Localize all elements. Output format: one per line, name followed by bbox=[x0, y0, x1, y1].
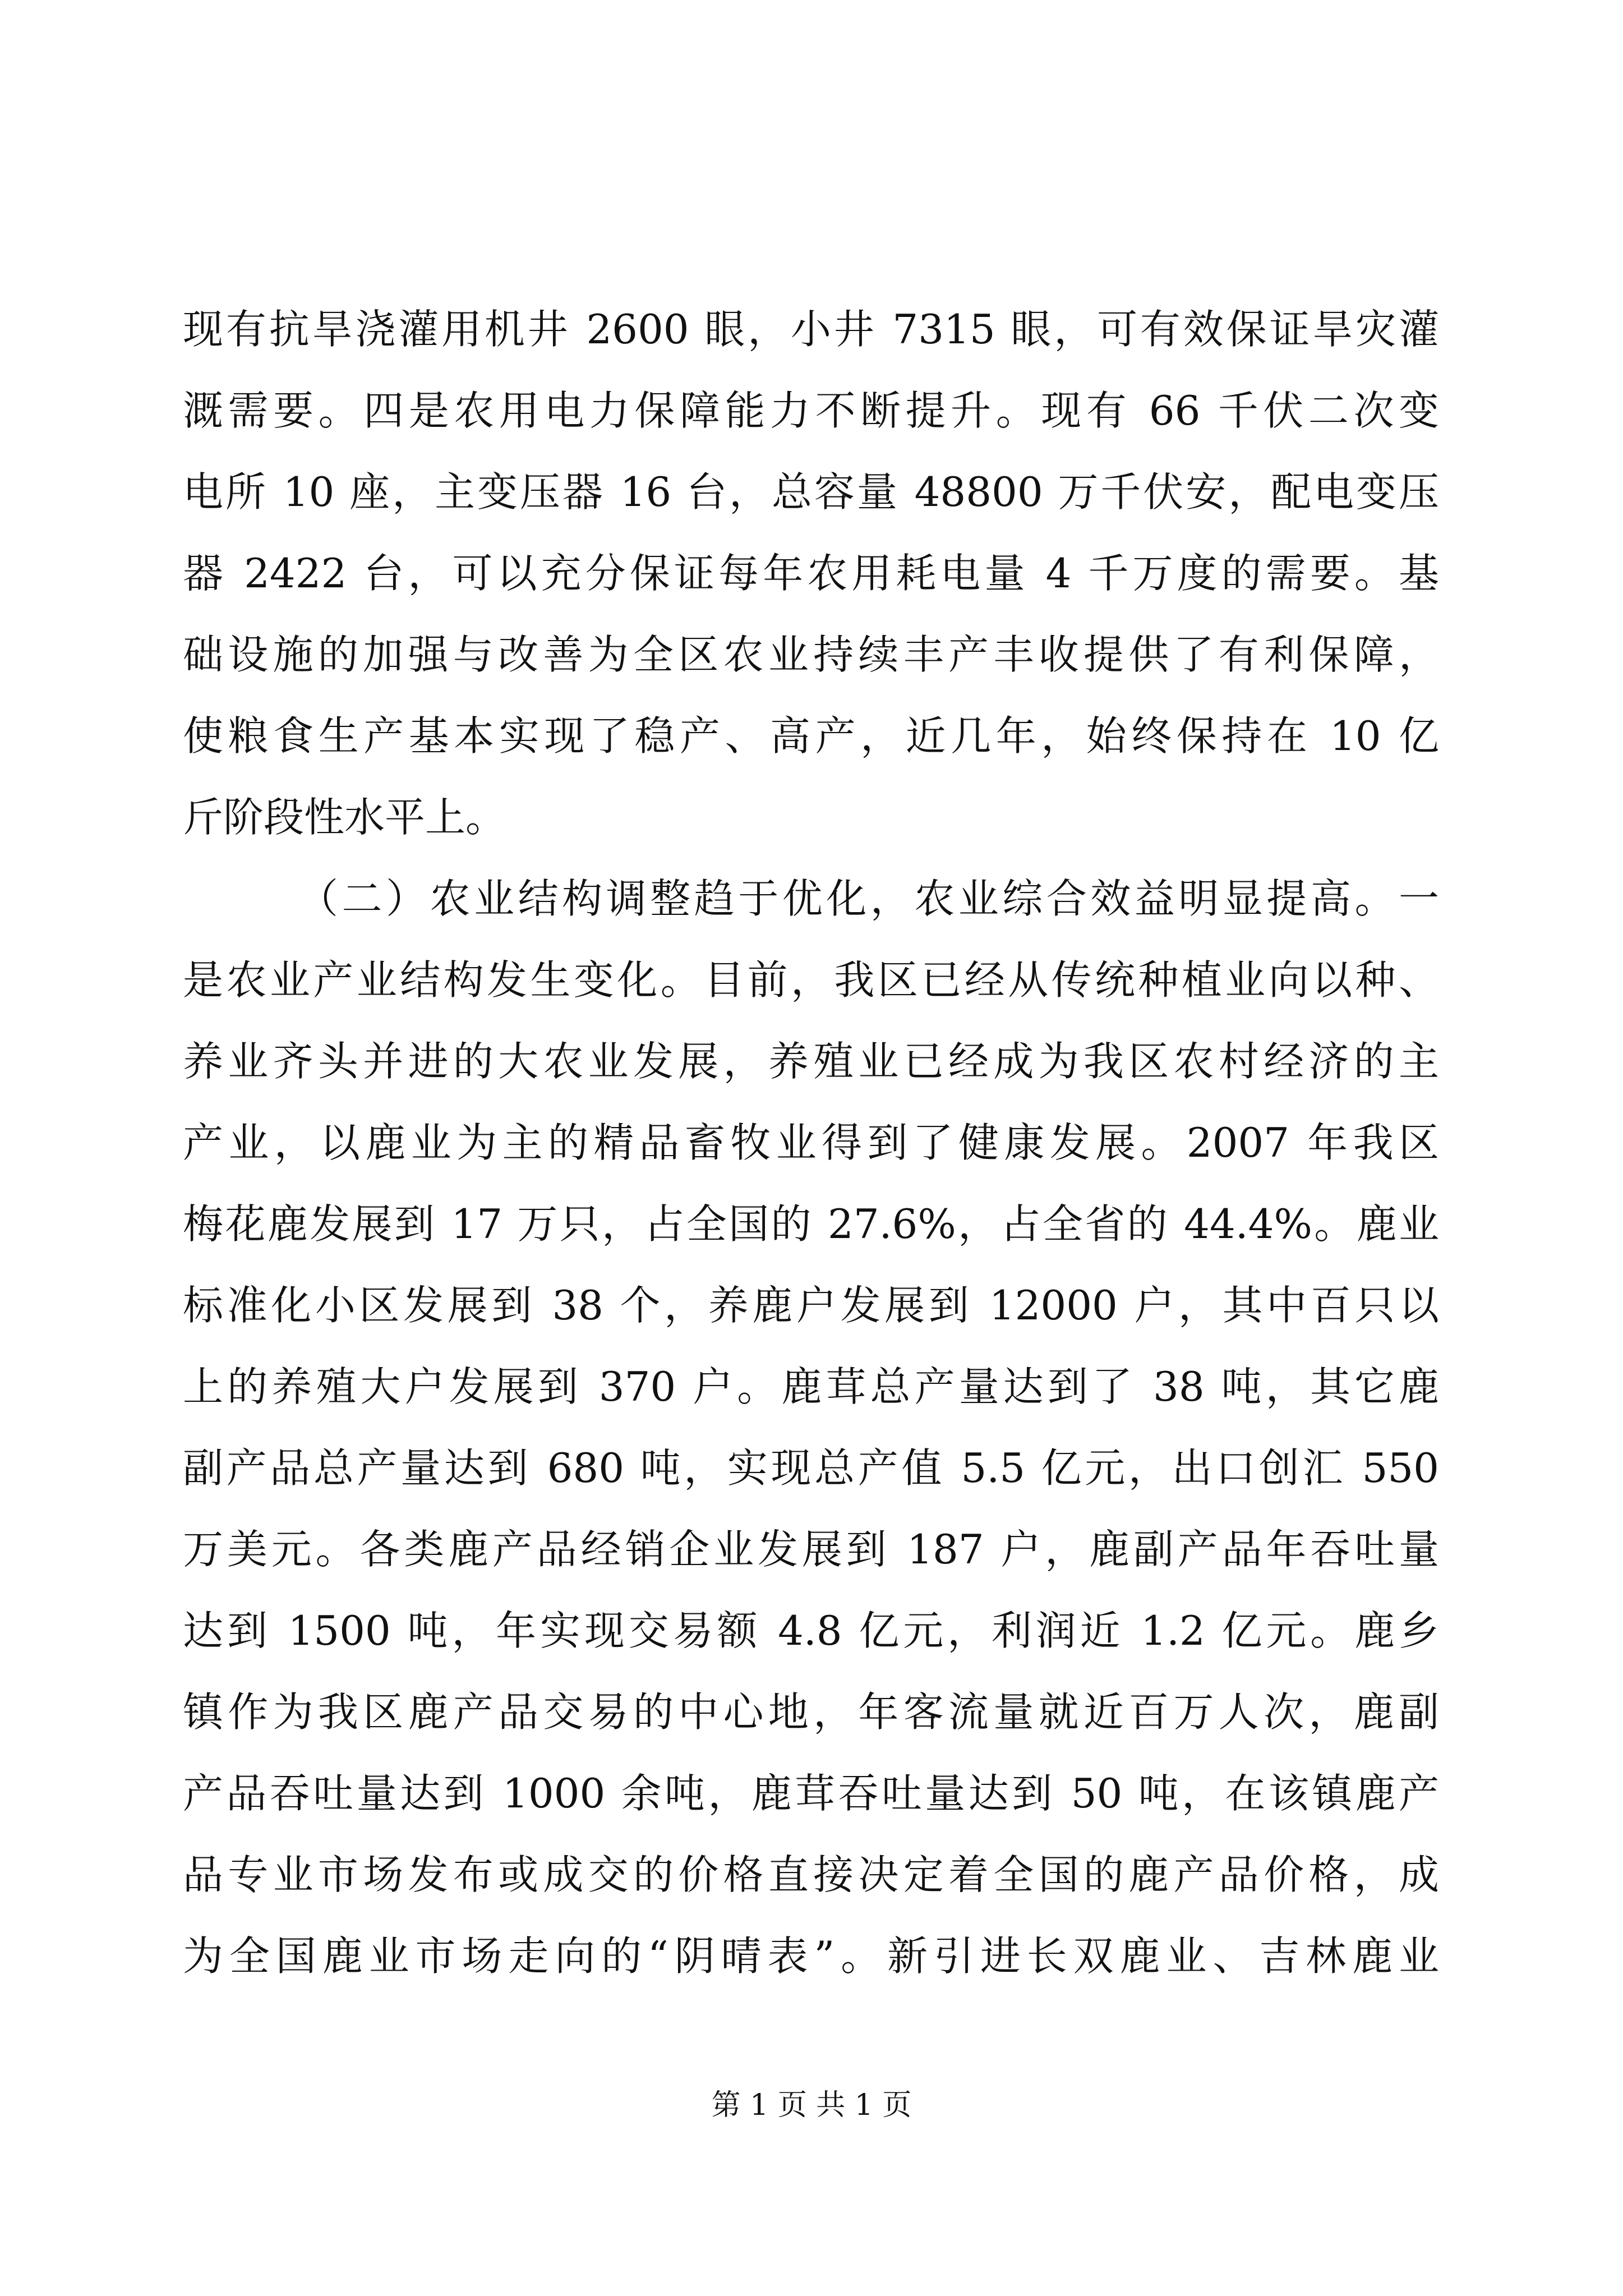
text-line: 副产品总产量达到 680 吨，实现总产值 5.5 亿元，出口创汇 550 bbox=[183, 1444, 1439, 1492]
text-line: 标准化小区发展到 38 个，养鹿户发展到 12000 户，其中百只以 bbox=[183, 1282, 1439, 1329]
text-line: 为全国鹿业市场走向的“阴晴表”。新引进长双鹿业、吉林鹿业 bbox=[183, 1932, 1439, 1980]
text-line: 是农业产业结构发生变化。目前，我区已经从传统种植业向以种、 bbox=[183, 956, 1439, 1004]
text-line: 溉需要。四是农用电力保障能力不断提升。现有 66 千伏二次变 bbox=[183, 387, 1439, 434]
text-line: 产品吞吐量达到 1000 余吨，鹿茸吞吐量达到 50 吨，在该镇鹿产 bbox=[183, 1770, 1439, 1817]
text-line: 镇作为我区鹿产品交易的中心地，年客流量就近百万人次，鹿副 bbox=[183, 1688, 1439, 1736]
text-line: 万美元。各类鹿产品经销企业发展到 187 户，鹿副产品年吞吐量 bbox=[183, 1526, 1439, 1573]
page-footer: 第 1 页 共 1 页 bbox=[711, 2088, 912, 2122]
document-body bbox=[183, 289, 1439, 1997]
text-line: 梅花鹿发展到 17 万只，占全国的 27.6%，占全省的 44.4%。鹿业 bbox=[183, 1200, 1439, 1248]
paragraph-first-line: （二）农业结构调整趋于优化，农业综合效益明显提高。一 bbox=[298, 875, 1439, 922]
text-line: 达到 1500 吨，年实现交易额 4.8 亿元，利润近 1.2 亿元。鹿乡 bbox=[183, 1607, 1439, 1654]
text-line: 器 2422 台，可以充分保证每年农用耗电量 4 千万度的需要。基 bbox=[183, 550, 1439, 597]
text-line: 品专业市场发布或成交的价格直接决定着全国的鹿产品价格，成 bbox=[183, 1851, 1439, 1898]
text-line: 养业齐头并进的大农业发展，养殖业已经成为我区农村经济的主 bbox=[183, 1038, 1439, 1085]
text-line: 斤阶段性水平上。 bbox=[183, 794, 506, 841]
text-line: 上的养殖大户发展到 370 户。鹿茸总产量达到了 38 吨，其它鹿 bbox=[183, 1363, 1439, 1410]
text-line: 础设施的加强与改善为全区农业持续丰产丰收提供了有利保障， bbox=[183, 631, 1439, 678]
text-line: 产业，以鹿业为主的精品畜牧业得到了健康发展。2007 年我区 bbox=[183, 1119, 1439, 1166]
text-line: 现有抗旱浇灌用机井 2600 眼，小井 7315 眼，可有效保证旱灾灌 bbox=[183, 306, 1439, 353]
text-line: 使粮食生产基本实现了稳产、高产，近几年，始终保持在 10 亿 bbox=[183, 712, 1439, 760]
text-line: 电所 10 座，主变压器 16 台，总容量 48800 万千伏安，配电变压 bbox=[183, 468, 1439, 516]
